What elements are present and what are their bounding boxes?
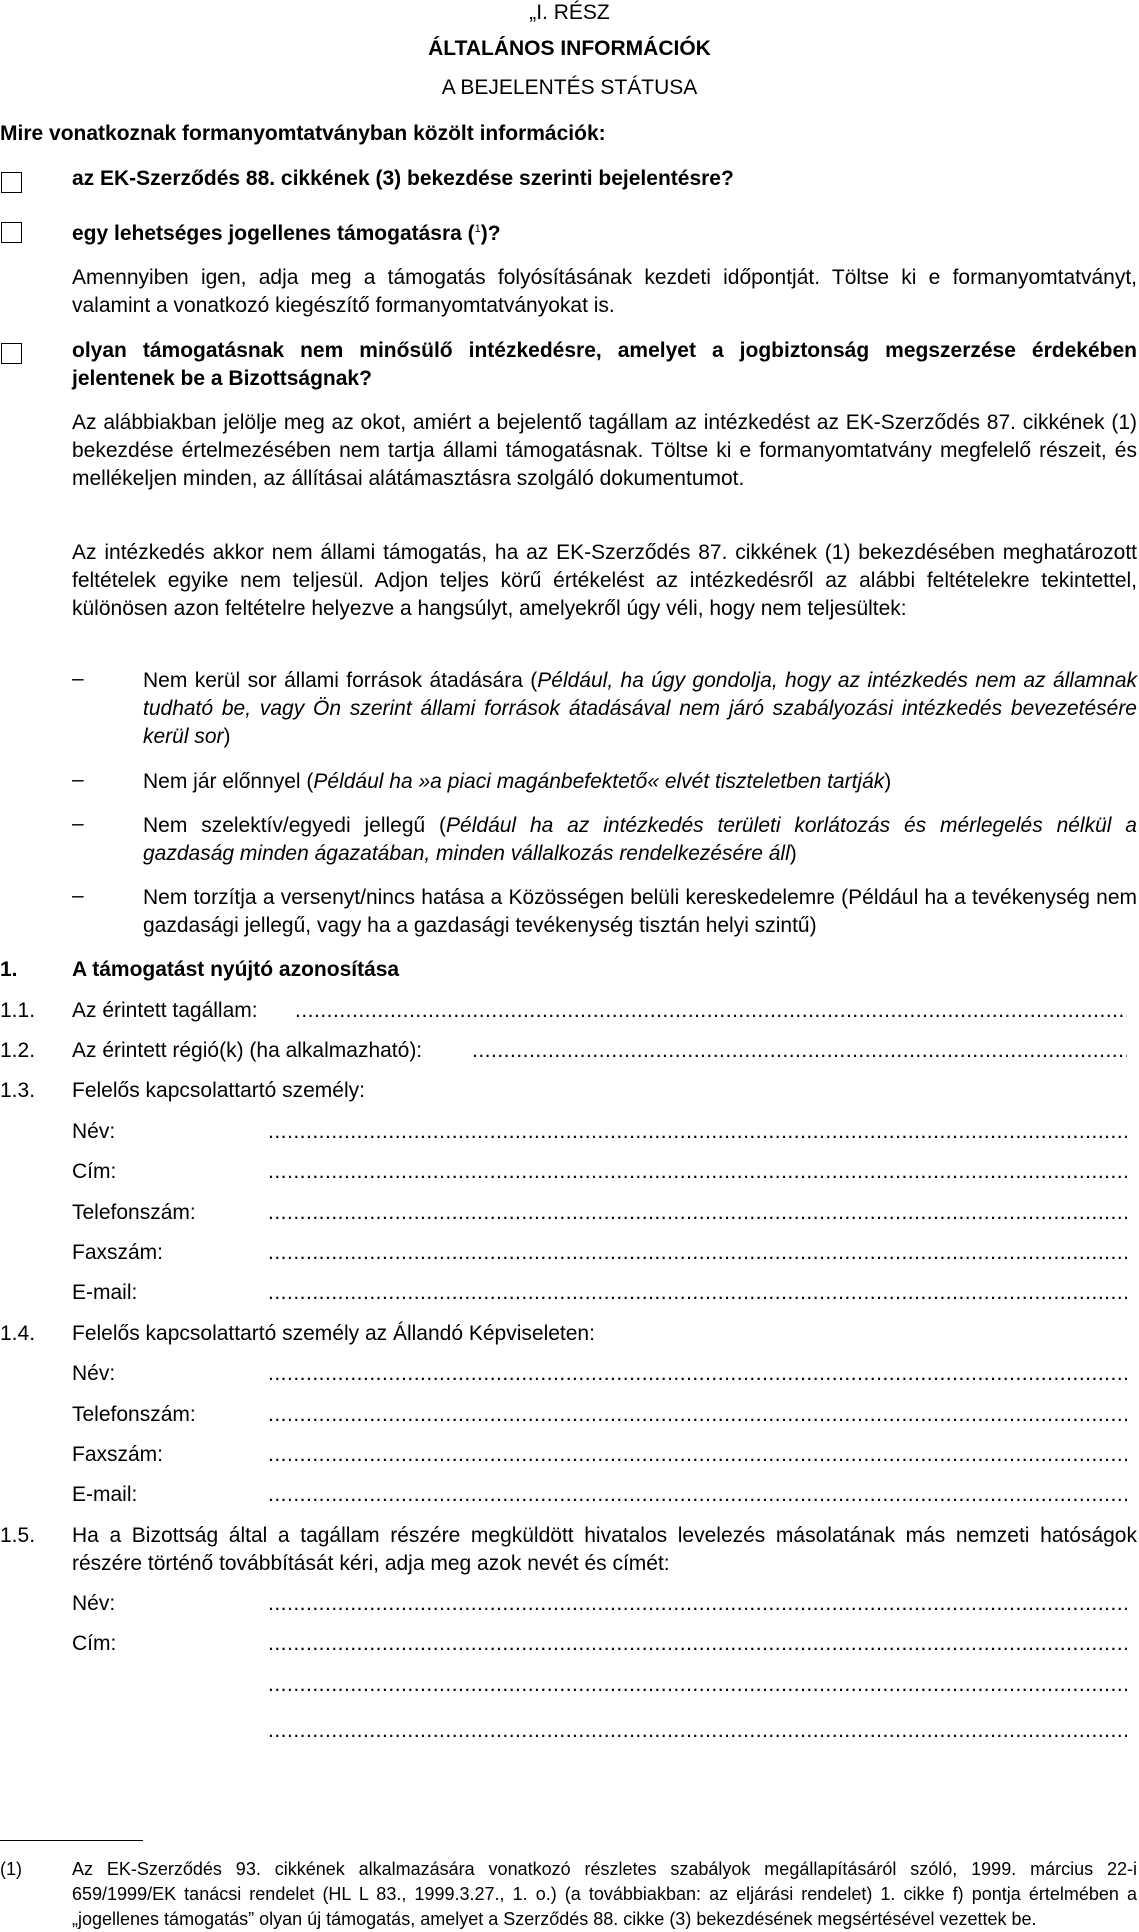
bullet-dash: – bbox=[72, 667, 84, 690]
authority-address-field[interactable] bbox=[268, 1630, 1127, 1658]
bullet-dash: – bbox=[72, 768, 84, 791]
option-unlawful-aid-label: egy lehetséges jogellenes támogatásra ($^1$)? bbox=[72, 222, 501, 245]
region-field[interactable] bbox=[472, 1037, 1127, 1065]
bullet-item: Nem torzítja a versenyt/nincs hatása a Közösségen belüli kereskedelemre (Például ha a tevékenység nem gazdasági jellegű, vagy ha a gazdasági tevékenység tisztán helyi szintű) bbox=[143, 886, 1137, 937]
field-row: Név: ..... bbox=[0, 1360, 1139, 1388]
bullet-item: Nem jár előnnyel (Például ha »a piaci magánbefektető« elvét tiszteletben tartják) bbox=[143, 770, 892, 793]
field-row bbox=[0, 1717, 1139, 1745]
field-row-perm-rep: 1.4. Felelős kapcsolattartó személy az Állandó Képviseleten: bbox=[0, 1322, 595, 1345]
option-unlawful-aid-note: Amennyiben igen, adja meg a támogatás folyósításának kezdeti időpontját. Töltse ki e formanyomtatványt, valamint a vonatkozó kiegészítő formanyomtatványokat is. bbox=[72, 266, 1137, 317]
explanation-paragraph: Az intézkedés akkor nem állami támogatás, ha az EK-Szerződés 87. cikkének (1) bekezdésében meghatározott feltételek egyike nem teljesül. Adjon teljes körű értékelést az intézkedésről az alábbi feltételekre tekintettel, különösen azon feltételre helyezve a hangsúlyt, amelyekről úgy véli, hogy nem teljesültek: bbox=[72, 541, 1137, 620]
rep-email-field[interactable] bbox=[268, 1481, 1127, 1509]
rep-fax-field[interactable] bbox=[268, 1441, 1127, 1469]
checkbox-unlawful-aid[interactable] bbox=[1, 222, 22, 243]
field-row-contact: 1.3. Felelős kapcsolattartó személy: bbox=[0, 1079, 365, 1102]
contact-name-field[interactable] bbox=[268, 1118, 1127, 1146]
item-number: 1.5. bbox=[0, 1524, 36, 1547]
field-row-member-state: 1.1. Az érintett tagállam: ..... bbox=[0, 997, 1139, 1025]
bullet-item: Nem szelektív/egyedi jellegű (Például ha az intézkedés területi korlátozás és mérlegelés nélkül a gazdaság minden ágazatában, minden vállalkozás rendelkezésére áll) bbox=[143, 814, 1137, 865]
bullet-dash: – bbox=[72, 812, 84, 835]
rep-phone-field[interactable] bbox=[268, 1401, 1127, 1429]
field-row: Faxszám: ..... bbox=[0, 1441, 1139, 1469]
field-row: Név: ..... bbox=[0, 1118, 1139, 1146]
bullet-item: Nem kerül sor állami források átadására (Például, ha úgy gondolja, hogy az intézkedés nem az államnak tudható be, vagy Ön szerint állami források átadásával nem járó szabályozási intézkedés bevezetésére kerül sor) bbox=[143, 669, 1137, 748]
option-notification-label: az EK-Szerződés 88. cikkének (3) bekezdése szerinti bejelentésre? bbox=[72, 167, 734, 190]
footnote-marker: (1) bbox=[0, 1859, 22, 1879]
contact-fax-field[interactable] bbox=[268, 1239, 1127, 1267]
footnote-separator bbox=[0, 1840, 143, 1841]
member-state-field[interactable] bbox=[295, 997, 1127, 1025]
authority-address-field-3[interactable] bbox=[268, 1717, 1127, 1745]
field-row bbox=[0, 1671, 1139, 1699]
contact-address-field[interactable] bbox=[268, 1158, 1127, 1186]
question-heading: Mire vonatkoznak formanyomtatványban közölt információk: bbox=[0, 122, 606, 145]
authority-address-field-2[interactable] bbox=[268, 1671, 1127, 1699]
field-row: E-mail: ..... bbox=[0, 1279, 1139, 1307]
authority-name-field[interactable] bbox=[268, 1590, 1127, 1618]
contact-email-field[interactable] bbox=[268, 1279, 1127, 1307]
field-row: Cím: ..... bbox=[0, 1630, 1139, 1658]
rep-name-field[interactable] bbox=[268, 1360, 1127, 1388]
field-row: Telefonszám: ..... bbox=[0, 1199, 1139, 1227]
option-non-aid-note: Az alábbiakban jelölje meg az okot, amiért a bejelentő tagállam az intézkedést az EK-Szerződés 87. cikkének (1) bekezdése értelmezésében nem tartja állami támogatásnak. Töltse ki e formanyomtatvány megfelelő részeit, és mellékeljen minden, az állításai alátámasztásra szolgáló dokumentumot. bbox=[72, 411, 1137, 490]
page-subtitle: A BEJELENTÉS STÁTUSA bbox=[441, 76, 698, 99]
field-row: Név: ..... bbox=[0, 1590, 1139, 1618]
contact-phone-field[interactable] bbox=[268, 1199, 1127, 1227]
field-row: Telefonszám: ..... bbox=[0, 1401, 1139, 1429]
field-row-region: 1.2. Az érintett régió(k) (ha alkalmazható): ..... bbox=[0, 1037, 1139, 1065]
part-heading: „I. RÉSZ bbox=[529, 1, 610, 24]
field-row: Faxszám: ..... bbox=[0, 1239, 1139, 1267]
checkbox-non-aid[interactable] bbox=[1, 343, 22, 364]
footnote-text: Az EK-Szerződés 93. cikkének alkalmazására vonatkozó részletes szabályok megállapításáról szóló, 1999. március 22-i 659/1999/EK tanácsi rendelet (HL L 83., 1999.3.27., 1. o.) (a továbbiakban: az eljárási rendelet) 1. cikke f) pontja értelmében a „jogellenes támogatás” olyan új támogatás, amelyet a Szerződés 88. cikke (3) bekezdésének megsértésével vezettek be. bbox=[72, 1859, 1137, 1929]
page-title: ÁLTALÁNOS INFORMÁCIÓK bbox=[428, 37, 711, 60]
option-non-aid-label: olyan támogatásnak nem minősülő intézkedésre, amelyet a jogbiztonság megszerzése érdekében jelentenek be a Bizottságnak? bbox=[72, 339, 1137, 390]
forwarding-request-text: Ha a Bizottság által a tagállam részére megküldött hivatalos levelezés másolatának más nemzeti hatóságok részére történő továbbítását kéri, adja meg azok nevét és címét: bbox=[72, 1524, 1137, 1575]
checkbox-notification[interactable] bbox=[1, 172, 22, 193]
bullet-dash: – bbox=[72, 884, 84, 907]
footnote-ref[interactable]: 1 bbox=[474, 223, 481, 235]
section-heading: 1. A támogatást nyújtó azonosítása bbox=[0, 958, 400, 981]
field-row: Cím: ..... bbox=[0, 1158, 1139, 1186]
field-row: E-mail: ..... bbox=[0, 1481, 1139, 1509]
